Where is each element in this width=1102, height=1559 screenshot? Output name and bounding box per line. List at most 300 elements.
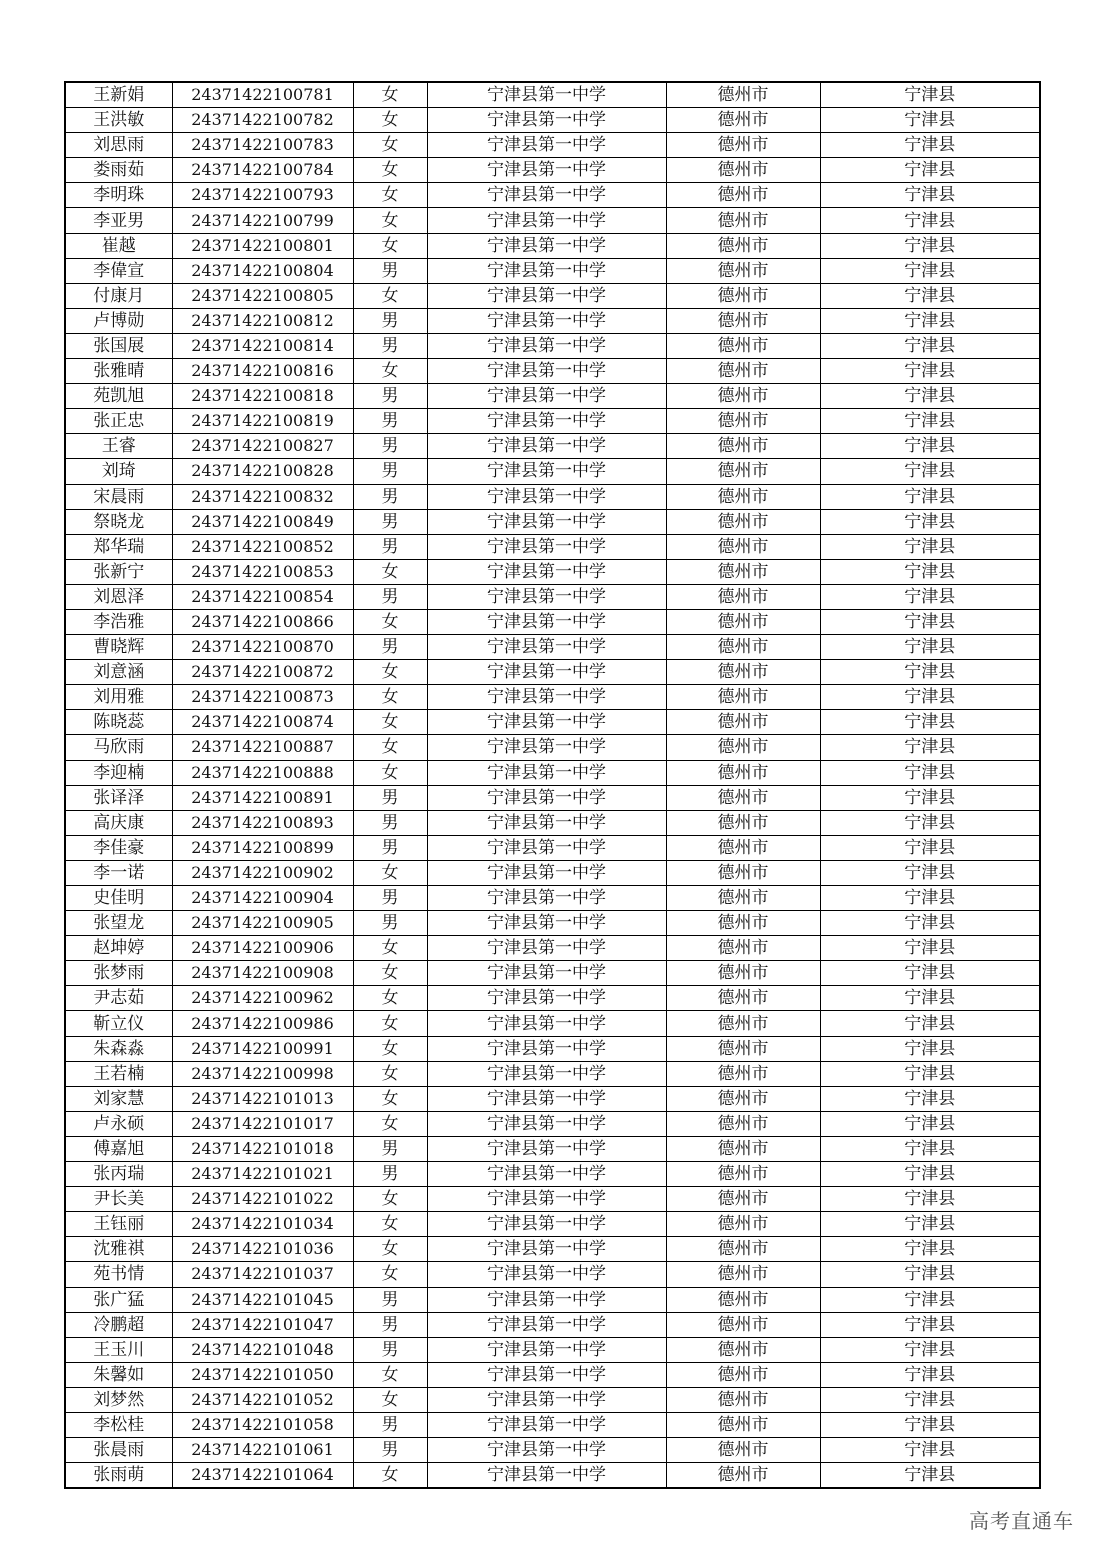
school-cell: 宁津县第一中学 bbox=[427, 1136, 666, 1161]
city-cell: 德州市 bbox=[666, 961, 820, 986]
city-cell: 德州市 bbox=[666, 283, 820, 308]
school-cell: 宁津县第一中学 bbox=[427, 108, 666, 133]
table-row bbox=[65, 835, 1040, 860]
exam-id-cell: 24371422100827 bbox=[172, 434, 353, 459]
school-cell: 宁津县第一中学 bbox=[427, 835, 666, 860]
table-row bbox=[65, 1337, 1040, 1362]
county-cell: 宁津县 bbox=[820, 158, 1040, 183]
exam-id-cell: 24371422101018 bbox=[172, 1136, 353, 1161]
county-cell: 宁津县 bbox=[820, 735, 1040, 760]
gender-cell: 女 bbox=[353, 82, 427, 108]
table-row bbox=[65, 1036, 1040, 1061]
city-cell: 德州市 bbox=[666, 1212, 820, 1237]
county-cell: 宁津县 bbox=[820, 1312, 1040, 1337]
exam-id-cell: 24371422100784 bbox=[172, 158, 353, 183]
county-cell: 宁津县 bbox=[820, 359, 1040, 384]
city-cell: 德州市 bbox=[666, 1312, 820, 1337]
table-row bbox=[65, 961, 1040, 986]
exam-id-cell: 24371422100819 bbox=[172, 409, 353, 434]
table-row bbox=[65, 810, 1040, 835]
school-cell: 宁津县第一中学 bbox=[427, 133, 666, 158]
city-cell: 德州市 bbox=[666, 609, 820, 634]
exam-id-cell: 24371422101034 bbox=[172, 1212, 353, 1237]
county-cell: 宁津县 bbox=[820, 459, 1040, 484]
table-row bbox=[65, 283, 1040, 308]
city-cell: 德州市 bbox=[666, 911, 820, 936]
gender-cell: 女 bbox=[353, 158, 427, 183]
gender-cell: 女 bbox=[353, 559, 427, 584]
table-row bbox=[65, 660, 1040, 685]
county-cell: 宁津县 bbox=[820, 1111, 1040, 1136]
city-cell: 德州市 bbox=[666, 133, 820, 158]
city-cell: 德州市 bbox=[666, 1086, 820, 1111]
school-cell: 宁津县第一中学 bbox=[427, 233, 666, 258]
exam-id-cell: 24371422100782 bbox=[172, 108, 353, 133]
school-cell: 宁津县第一中学 bbox=[427, 409, 666, 434]
city-cell: 德州市 bbox=[666, 82, 820, 108]
school-cell: 宁津县第一中学 bbox=[427, 609, 666, 634]
county-cell: 宁津县 bbox=[820, 1262, 1040, 1287]
school-cell: 宁津县第一中学 bbox=[427, 1086, 666, 1111]
exam-id-cell: 24371422101058 bbox=[172, 1412, 353, 1437]
gender-cell: 女 bbox=[353, 961, 427, 986]
table-row bbox=[65, 233, 1040, 258]
gender-cell: 女 bbox=[353, 735, 427, 760]
city-cell: 德州市 bbox=[666, 1061, 820, 1086]
gender-cell: 女 bbox=[353, 108, 427, 133]
gender-cell: 女 bbox=[353, 283, 427, 308]
table-row bbox=[65, 1011, 1040, 1036]
exam-id-cell: 24371422100906 bbox=[172, 936, 353, 961]
gender-cell: 女 bbox=[353, 860, 427, 885]
gender-cell: 女 bbox=[353, 1362, 427, 1387]
city-cell: 德州市 bbox=[666, 660, 820, 685]
city-cell: 德州市 bbox=[666, 886, 820, 911]
name-cell: 卢永硕 bbox=[65, 1111, 172, 1136]
gender-cell: 女 bbox=[353, 660, 427, 685]
table-row bbox=[65, 1438, 1040, 1463]
watermark-text: 高考直通车 bbox=[969, 1509, 1074, 1533]
table-row bbox=[65, 359, 1040, 384]
exam-id-cell: 24371422101036 bbox=[172, 1237, 353, 1262]
table-row bbox=[65, 1061, 1040, 1086]
exam-id-cell: 24371422101050 bbox=[172, 1362, 353, 1387]
county-cell: 宁津县 bbox=[820, 1387, 1040, 1412]
exam-id-cell: 24371422100902 bbox=[172, 860, 353, 885]
city-cell: 德州市 bbox=[666, 1111, 820, 1136]
school-cell: 宁津县第一中学 bbox=[427, 1111, 666, 1136]
exam-id-cell: 24371422100908 bbox=[172, 961, 353, 986]
county-cell: 宁津县 bbox=[820, 534, 1040, 559]
school-cell: 宁津县第一中学 bbox=[427, 459, 666, 484]
school-cell: 宁津县第一中学 bbox=[427, 1412, 666, 1437]
exam-id-cell: 24371422101017 bbox=[172, 1111, 353, 1136]
gender-cell: 女 bbox=[353, 1061, 427, 1086]
table-row bbox=[65, 710, 1040, 735]
exam-id-cell: 24371422100874 bbox=[172, 710, 353, 735]
exam-id-cell: 24371422100814 bbox=[172, 333, 353, 358]
school-cell: 宁津县第一中学 bbox=[427, 660, 666, 685]
school-cell: 宁津县第一中学 bbox=[427, 760, 666, 785]
name-cell: 崔越 bbox=[65, 233, 172, 258]
gender-cell: 男 bbox=[353, 1412, 427, 1437]
name-cell: 张雅晴 bbox=[65, 359, 172, 384]
city-cell: 德州市 bbox=[666, 1438, 820, 1463]
gender-cell: 男 bbox=[353, 509, 427, 534]
city-cell: 德州市 bbox=[666, 359, 820, 384]
table-row bbox=[65, 860, 1040, 885]
county-cell: 宁津县 bbox=[820, 936, 1040, 961]
school-cell: 宁津县第一中学 bbox=[427, 434, 666, 459]
table-row bbox=[65, 1136, 1040, 1161]
table-row bbox=[65, 886, 1040, 911]
name-cell: 马欣雨 bbox=[65, 735, 172, 760]
table-row bbox=[65, 735, 1040, 760]
exam-id-cell: 24371422100816 bbox=[172, 359, 353, 384]
gender-cell: 男 bbox=[353, 584, 427, 609]
table-row bbox=[65, 208, 1040, 233]
table-row bbox=[65, 584, 1040, 609]
school-cell: 宁津县第一中学 bbox=[427, 635, 666, 660]
county-cell: 宁津县 bbox=[820, 1463, 1040, 1489]
county-cell: 宁津县 bbox=[820, 986, 1040, 1011]
table-row bbox=[65, 1312, 1040, 1337]
table-row bbox=[65, 1187, 1040, 1212]
gender-cell: 女 bbox=[353, 233, 427, 258]
gender-cell: 女 bbox=[353, 1187, 427, 1212]
county-cell: 宁津县 bbox=[820, 1187, 1040, 1212]
name-cell: 朱森淼 bbox=[65, 1036, 172, 1061]
county-cell: 宁津县 bbox=[820, 1362, 1040, 1387]
school-cell: 宁津县第一中学 bbox=[427, 384, 666, 409]
name-cell: 王钰丽 bbox=[65, 1212, 172, 1237]
gender-cell: 男 bbox=[353, 1162, 427, 1187]
gender-cell: 男 bbox=[353, 459, 427, 484]
city-cell: 德州市 bbox=[666, 333, 820, 358]
city-cell: 德州市 bbox=[666, 1362, 820, 1387]
county-cell: 宁津县 bbox=[820, 785, 1040, 810]
exam-id-cell: 24371422100887 bbox=[172, 735, 353, 760]
table-row bbox=[65, 1162, 1040, 1187]
county-cell: 宁津县 bbox=[820, 333, 1040, 358]
gender-cell: 女 bbox=[353, 133, 427, 158]
city-cell: 德州市 bbox=[666, 1011, 820, 1036]
name-cell: 李浩雅 bbox=[65, 609, 172, 634]
table-row bbox=[65, 635, 1040, 660]
county-cell: 宁津县 bbox=[820, 258, 1040, 283]
city-cell: 德州市 bbox=[666, 760, 820, 785]
school-cell: 宁津县第一中学 bbox=[427, 961, 666, 986]
county-cell: 宁津县 bbox=[820, 1412, 1040, 1437]
exam-id-cell: 24371422101037 bbox=[172, 1262, 353, 1287]
county-cell: 宁津县 bbox=[820, 384, 1040, 409]
exam-id-cell: 24371422100962 bbox=[172, 986, 353, 1011]
name-cell: 刘梦然 bbox=[65, 1387, 172, 1412]
school-cell: 宁津县第一中学 bbox=[427, 208, 666, 233]
gender-cell: 男 bbox=[353, 886, 427, 911]
school-cell: 宁津县第一中学 bbox=[427, 785, 666, 810]
name-cell: 张梦雨 bbox=[65, 961, 172, 986]
table-row bbox=[65, 409, 1040, 434]
name-cell: 高庆康 bbox=[65, 810, 172, 835]
exam-id-cell: 24371422101013 bbox=[172, 1086, 353, 1111]
name-cell: 王玉川 bbox=[65, 1337, 172, 1362]
table-row bbox=[65, 1212, 1040, 1237]
name-cell: 刘用雅 bbox=[65, 685, 172, 710]
school-cell: 宁津县第一中学 bbox=[427, 685, 666, 710]
school-cell: 宁津县第一中学 bbox=[427, 936, 666, 961]
exam-id-cell: 24371422100854 bbox=[172, 584, 353, 609]
exam-id-cell: 24371422100828 bbox=[172, 459, 353, 484]
school-cell: 宁津县第一中学 bbox=[427, 1212, 666, 1237]
name-cell: 娄雨茹 bbox=[65, 158, 172, 183]
table-row bbox=[65, 1262, 1040, 1287]
exam-id-cell: 24371422100991 bbox=[172, 1036, 353, 1061]
gender-cell: 男 bbox=[353, 835, 427, 860]
name-cell: 苑书情 bbox=[65, 1262, 172, 1287]
table-row bbox=[65, 183, 1040, 208]
name-cell: 刘意涵 bbox=[65, 660, 172, 685]
gender-cell: 女 bbox=[353, 936, 427, 961]
table-row bbox=[65, 534, 1040, 559]
county-cell: 宁津县 bbox=[820, 1011, 1040, 1036]
exam-id-cell: 24371422100998 bbox=[172, 1061, 353, 1086]
city-cell: 德州市 bbox=[666, 835, 820, 860]
county-cell: 宁津县 bbox=[820, 584, 1040, 609]
city-cell: 德州市 bbox=[666, 1412, 820, 1437]
table-row bbox=[65, 986, 1040, 1011]
name-cell: 傅嘉旭 bbox=[65, 1136, 172, 1161]
table-row bbox=[65, 785, 1040, 810]
name-cell: 王新娟 bbox=[65, 82, 172, 108]
city-cell: 德州市 bbox=[666, 1287, 820, 1312]
county-cell: 宁津县 bbox=[820, 559, 1040, 584]
exam-id-cell: 24371422100888 bbox=[172, 760, 353, 785]
table-row bbox=[65, 258, 1040, 283]
exam-id-cell: 24371422100793 bbox=[172, 183, 353, 208]
gender-cell: 女 bbox=[353, 710, 427, 735]
school-cell: 宁津县第一中学 bbox=[427, 1463, 666, 1489]
gender-cell: 女 bbox=[353, 760, 427, 785]
table-row bbox=[65, 108, 1040, 133]
gender-cell: 男 bbox=[353, 333, 427, 358]
county-cell: 宁津县 bbox=[820, 760, 1040, 785]
county-cell: 宁津县 bbox=[820, 1036, 1040, 1061]
table-row bbox=[65, 760, 1040, 785]
exam-id-cell: 24371422101048 bbox=[172, 1337, 353, 1362]
name-cell: 宋晨雨 bbox=[65, 484, 172, 509]
name-cell: 王洪敏 bbox=[65, 108, 172, 133]
county-cell: 宁津县 bbox=[820, 434, 1040, 459]
county-cell: 宁津县 bbox=[820, 308, 1040, 333]
school-cell: 宁津县第一中学 bbox=[427, 1362, 666, 1387]
gender-cell: 女 bbox=[353, 1237, 427, 1262]
city-cell: 德州市 bbox=[666, 484, 820, 509]
gender-cell: 男 bbox=[353, 1136, 427, 1161]
gender-cell: 男 bbox=[353, 308, 427, 333]
gender-cell: 女 bbox=[353, 685, 427, 710]
table-row bbox=[65, 509, 1040, 534]
name-cell: 祭晓龙 bbox=[65, 509, 172, 534]
table-row bbox=[65, 911, 1040, 936]
county-cell: 宁津县 bbox=[820, 660, 1040, 685]
city-cell: 德州市 bbox=[666, 986, 820, 1011]
name-cell: 李明珠 bbox=[65, 183, 172, 208]
table-row bbox=[65, 333, 1040, 358]
exam-id-cell: 24371422100852 bbox=[172, 534, 353, 559]
gender-cell: 女 bbox=[353, 986, 427, 1011]
school-cell: 宁津县第一中学 bbox=[427, 710, 666, 735]
school-cell: 宁津县第一中学 bbox=[427, 1262, 666, 1287]
exam-id-cell: 24371422101052 bbox=[172, 1387, 353, 1412]
gender-cell: 男 bbox=[353, 258, 427, 283]
school-cell: 宁津县第一中学 bbox=[427, 308, 666, 333]
table-row bbox=[65, 384, 1040, 409]
exam-id-cell: 24371422100801 bbox=[172, 233, 353, 258]
name-cell: 张望龙 bbox=[65, 911, 172, 936]
name-cell: 陈晓蕊 bbox=[65, 710, 172, 735]
table-row bbox=[65, 1287, 1040, 1312]
school-cell: 宁津县第一中学 bbox=[427, 911, 666, 936]
county-cell: 宁津县 bbox=[820, 609, 1040, 634]
county-cell: 宁津县 bbox=[820, 1136, 1040, 1161]
city-cell: 德州市 bbox=[666, 509, 820, 534]
city-cell: 德州市 bbox=[666, 936, 820, 961]
name-cell: 苑凯旭 bbox=[65, 384, 172, 409]
gender-cell: 男 bbox=[353, 911, 427, 936]
gender-cell: 男 bbox=[353, 810, 427, 835]
school-cell: 宁津县第一中学 bbox=[427, 584, 666, 609]
name-cell: 冷鹏超 bbox=[65, 1312, 172, 1337]
gender-cell: 女 bbox=[353, 1086, 427, 1111]
name-cell: 李亚男 bbox=[65, 208, 172, 233]
school-cell: 宁津县第一中学 bbox=[427, 283, 666, 308]
gender-cell: 男 bbox=[353, 785, 427, 810]
city-cell: 德州市 bbox=[666, 559, 820, 584]
gender-cell: 男 bbox=[353, 484, 427, 509]
county-cell: 宁津县 bbox=[820, 685, 1040, 710]
city-cell: 德州市 bbox=[666, 459, 820, 484]
school-cell: 宁津县第一中学 bbox=[427, 1312, 666, 1337]
exam-id-cell: 24371422100853 bbox=[172, 559, 353, 584]
county-cell: 宁津县 bbox=[820, 409, 1040, 434]
exam-id-cell: 24371422101045 bbox=[172, 1287, 353, 1312]
school-cell: 宁津县第一中学 bbox=[427, 258, 666, 283]
student-roster-table bbox=[64, 81, 1041, 1489]
county-cell: 宁津县 bbox=[820, 810, 1040, 835]
county-cell: 宁津县 bbox=[820, 1438, 1040, 1463]
gender-cell: 女 bbox=[353, 1262, 427, 1287]
county-cell: 宁津县 bbox=[820, 1337, 1040, 1362]
table-row bbox=[65, 459, 1040, 484]
exam-id-cell: 24371422101022 bbox=[172, 1187, 353, 1212]
name-cell: 李一诺 bbox=[65, 860, 172, 885]
county-cell: 宁津县 bbox=[820, 133, 1040, 158]
city-cell: 德州市 bbox=[666, 183, 820, 208]
gender-cell: 男 bbox=[353, 1312, 427, 1337]
exam-id-cell: 24371422100872 bbox=[172, 660, 353, 685]
name-cell: 刘家慧 bbox=[65, 1086, 172, 1111]
county-cell: 宁津县 bbox=[820, 1086, 1040, 1111]
name-cell: 朱馨如 bbox=[65, 1362, 172, 1387]
city-cell: 德州市 bbox=[666, 258, 820, 283]
gender-cell: 男 bbox=[353, 1337, 427, 1362]
city-cell: 德州市 bbox=[666, 233, 820, 258]
name-cell: 李迎楠 bbox=[65, 760, 172, 785]
table-row bbox=[65, 1387, 1040, 1412]
name-cell: 王睿 bbox=[65, 434, 172, 459]
city-cell: 德州市 bbox=[666, 1337, 820, 1362]
school-cell: 宁津县第一中学 bbox=[427, 810, 666, 835]
exam-id-cell: 24371422100891 bbox=[172, 785, 353, 810]
city-cell: 德州市 bbox=[666, 1036, 820, 1061]
exam-id-cell: 24371422100832 bbox=[172, 484, 353, 509]
gender-cell: 男 bbox=[353, 635, 427, 660]
school-cell: 宁津县第一中学 bbox=[427, 183, 666, 208]
name-cell: 曹晓辉 bbox=[65, 635, 172, 660]
name-cell: 尹志茹 bbox=[65, 986, 172, 1011]
city-cell: 德州市 bbox=[666, 534, 820, 559]
table-row bbox=[65, 1086, 1040, 1111]
school-cell: 宁津县第一中学 bbox=[427, 509, 666, 534]
exam-id-cell: 24371422100804 bbox=[172, 258, 353, 283]
city-cell: 德州市 bbox=[666, 1262, 820, 1287]
exam-id-cell: 24371422100870 bbox=[172, 635, 353, 660]
city-cell: 德州市 bbox=[666, 384, 820, 409]
name-cell: 张晨雨 bbox=[65, 1438, 172, 1463]
name-cell: 李佳豪 bbox=[65, 835, 172, 860]
city-cell: 德州市 bbox=[666, 735, 820, 760]
school-cell: 宁津县第一中学 bbox=[427, 1187, 666, 1212]
gender-cell: 男 bbox=[353, 534, 427, 559]
name-cell: 张正忠 bbox=[65, 409, 172, 434]
name-cell: 沈雅祺 bbox=[65, 1237, 172, 1262]
name-cell: 史佳明 bbox=[65, 886, 172, 911]
county-cell: 宁津县 bbox=[820, 635, 1040, 660]
exam-id-cell: 24371422100799 bbox=[172, 208, 353, 233]
county-cell: 宁津县 bbox=[820, 183, 1040, 208]
county-cell: 宁津县 bbox=[820, 509, 1040, 534]
school-cell: 宁津县第一中学 bbox=[427, 1162, 666, 1187]
exam-id-cell: 24371422100812 bbox=[172, 308, 353, 333]
county-cell: 宁津县 bbox=[820, 860, 1040, 885]
table-row bbox=[65, 559, 1040, 584]
name-cell: 尹长美 bbox=[65, 1187, 172, 1212]
exam-id-cell: 24371422100781 bbox=[172, 82, 353, 108]
table-row bbox=[65, 133, 1040, 158]
table-row bbox=[65, 82, 1040, 108]
exam-id-cell: 24371422100893 bbox=[172, 810, 353, 835]
gender-cell: 女 bbox=[353, 1036, 427, 1061]
gender-cell: 女 bbox=[353, 1011, 427, 1036]
school-cell: 宁津县第一中学 bbox=[427, 1237, 666, 1262]
name-cell: 刘琦 bbox=[65, 459, 172, 484]
county-cell: 宁津县 bbox=[820, 1237, 1040, 1262]
gender-cell: 女 bbox=[353, 1387, 427, 1412]
name-cell: 靳立仪 bbox=[65, 1011, 172, 1036]
county-cell: 宁津县 bbox=[820, 283, 1040, 308]
name-cell: 刘恩泽 bbox=[65, 584, 172, 609]
table-row bbox=[65, 685, 1040, 710]
gender-cell: 男 bbox=[353, 434, 427, 459]
gender-cell: 女 bbox=[353, 609, 427, 634]
school-cell: 宁津县第一中学 bbox=[427, 1287, 666, 1312]
table-row bbox=[65, 936, 1040, 961]
city-cell: 德州市 bbox=[666, 710, 820, 735]
county-cell: 宁津县 bbox=[820, 835, 1040, 860]
name-cell: 张新宁 bbox=[65, 559, 172, 584]
exam-id-cell: 24371422101061 bbox=[172, 1438, 353, 1463]
